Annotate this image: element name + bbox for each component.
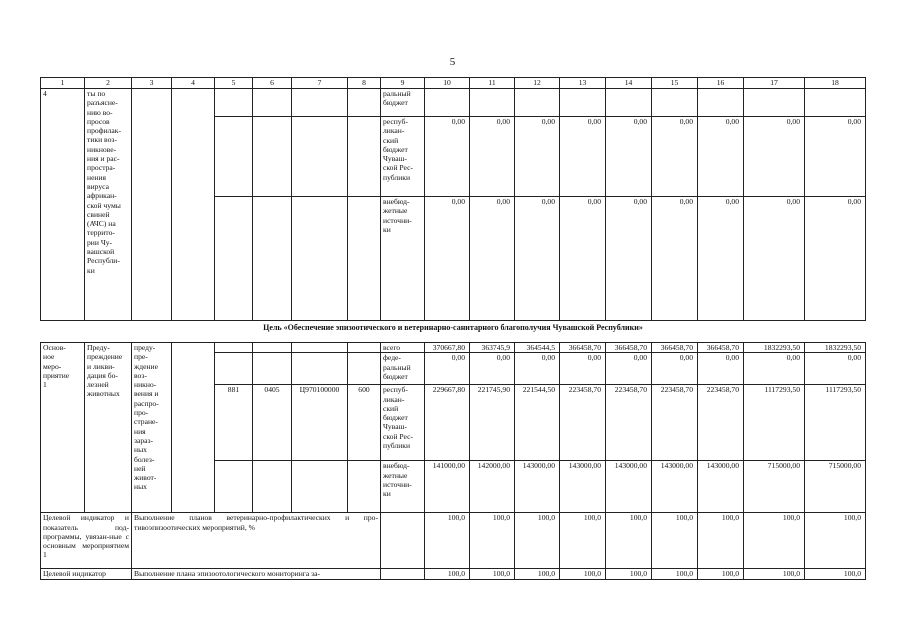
value-cell: 0,00 (470, 117, 515, 197)
value-cell: 1832293,50 (805, 343, 866, 353)
table-row (41, 343, 866, 353)
value-cell: 0,00 (470, 197, 515, 321)
value-cell: 0,00 (805, 197, 866, 321)
goal-row (41, 321, 866, 343)
empty-cell (292, 197, 348, 321)
value-cell: 100,0 (698, 513, 744, 569)
measure-name: ты по разъясне- нию во- просов профилак- тики воз- никнове- ния и рас- простра- нения вируса африкан- ской чумы свиней (АЧС) на террито- рии Чу- вашской Республи- ки (85, 89, 132, 321)
header-cell: 7 (292, 78, 348, 89)
value-cell: 366458,70 (698, 343, 744, 353)
value-cell: 100,0 (805, 569, 866, 579)
value-cell (744, 89, 805, 117)
value-cell: 0,00 (425, 197, 470, 321)
value-cell: 0,00 (652, 353, 698, 385)
value-cell: 100,0 (698, 569, 744, 579)
value-cell: 100,0 (744, 513, 805, 569)
header-cell: 14 (606, 78, 652, 89)
code-cell: 600 (348, 385, 381, 461)
header-cell: 9 (381, 78, 425, 89)
code-cell (292, 353, 348, 385)
code-cell (253, 461, 292, 513)
value-cell: 0,00 (515, 353, 560, 385)
value-cell: 100,0 (652, 513, 698, 569)
value-cell: 143000,00 (515, 461, 560, 513)
funding-source: внебюд- жетные источни- ки (381, 461, 425, 513)
empty-cell (215, 117, 253, 197)
header-cell: 1 (41, 78, 85, 89)
value-cell: 715000,00 (744, 461, 805, 513)
value-cell: 100,0 (560, 513, 606, 569)
funding-source: респуб- ликан- ский бюджет Чуваш- ской Рес- публики (381, 385, 425, 461)
value-cell: 223458,70 (606, 385, 652, 461)
value-cell: 370667,80 (425, 343, 470, 353)
funding-source: всего (381, 343, 425, 353)
empty-cell (172, 343, 215, 513)
code-cell (253, 343, 292, 353)
value-cell: 0,00 (744, 197, 805, 321)
empty-cell (132, 89, 172, 321)
value-cell: 0,00 (470, 353, 515, 385)
code-cell (348, 343, 381, 353)
code-cell: 881 (215, 385, 253, 461)
header-cell: 8 (348, 78, 381, 89)
value-cell: 1832293,50 (744, 343, 805, 353)
empty-cell (215, 197, 253, 321)
funding-source: феде- ральный бюджет (381, 353, 425, 385)
code-cell (292, 461, 348, 513)
header-cell: 13 (560, 78, 606, 89)
value-cell: 0,00 (560, 353, 606, 385)
value-cell: 143000,00 (652, 461, 698, 513)
header-row (41, 78, 866, 89)
indicator-label: Целевой индикатор и показатель под-программы, увязан-ные с основным мероприятием 1 (41, 513, 132, 569)
header-cell: 16 (698, 78, 744, 89)
value-cell: 0,00 (652, 197, 698, 321)
row-number: 4 (41, 89, 85, 321)
value-cell: 223458,70 (698, 385, 744, 461)
empty-cell (381, 513, 425, 569)
funding-source: ральный бюджет (381, 89, 425, 117)
value-cell: 100,0 (560, 569, 606, 579)
empty-cell (292, 117, 348, 197)
header-cell: 11 (470, 78, 515, 89)
empty-cell (253, 89, 292, 117)
value-cell: 0,00 (425, 353, 470, 385)
value-cell: 0,00 (606, 353, 652, 385)
empty-cell (172, 89, 215, 321)
value-cell (652, 89, 698, 117)
empty-cell (253, 197, 292, 321)
code-cell (215, 343, 253, 353)
indicator-row (41, 569, 866, 579)
measure-description: преду- пре- ждение воз- никно- вения и распро- про- стране- ния зараз- ных болез- ней живот- ных (132, 343, 172, 513)
code-cell: 0405 (253, 385, 292, 461)
header-cell: 4 (172, 78, 215, 89)
value-cell: 0,00 (698, 197, 744, 321)
header-cell: 2 (85, 78, 132, 89)
goal-title: Цель «Обеспечение эпизоотического и ветеринарно-санитарного благополучия Чувашской Республики» (41, 321, 866, 343)
value-cell: 1117293,50 (744, 385, 805, 461)
code-cell (215, 461, 253, 513)
code-cell (348, 461, 381, 513)
header-cell: 17 (744, 78, 805, 89)
indicator-label: Целевой индикатор (41, 569, 132, 579)
value-cell: 0,00 (515, 197, 560, 321)
value-cell: 100,0 (606, 569, 652, 579)
empty-cell (348, 89, 381, 117)
code-cell (292, 343, 348, 353)
value-cell: 229667,80 (425, 385, 470, 461)
code-cell (215, 353, 253, 385)
funding-source: респуб- ликан- ский бюджет Чуваш- ской Рес- публики (381, 117, 425, 197)
empty-cell (215, 89, 253, 117)
value-cell: 141000,00 (425, 461, 470, 513)
value-cell: 100,0 (425, 513, 470, 569)
value-cell: 363745,9 (470, 343, 515, 353)
empty-cell (381, 569, 425, 579)
table-row (41, 89, 866, 117)
value-cell (606, 89, 652, 117)
indicator-text: Выполнение плана эпизоотологического мониторинга за- (132, 569, 381, 579)
value-cell: 143000,00 (606, 461, 652, 513)
value-cell: 0,00 (606, 117, 652, 197)
value-cell: 1117293,50 (805, 385, 866, 461)
value-cell: 0,00 (425, 117, 470, 197)
value-cell: 100,0 (606, 513, 652, 569)
value-cell (515, 89, 560, 117)
value-cell: 143000,00 (560, 461, 606, 513)
value-cell: 221745,90 (470, 385, 515, 461)
value-cell: 100,0 (805, 513, 866, 569)
value-cell (470, 89, 515, 117)
value-cell: 0,00 (560, 117, 606, 197)
value-cell: 223458,70 (560, 385, 606, 461)
header-cell: 5 (215, 78, 253, 89)
value-cell: 0,00 (805, 353, 866, 385)
page-number: 5 (449, 56, 456, 68)
measure-name: Преду- преждение и ликви- дация бо- лезней животных (85, 343, 132, 513)
value-cell: 100,0 (470, 569, 515, 579)
value-cell: 223458,70 (652, 385, 698, 461)
indicator-row (41, 513, 866, 569)
value-cell (560, 89, 606, 117)
header-cell: 18 (805, 78, 866, 89)
row-label: Основ- ное меро- приятие 1 (41, 343, 85, 513)
value-cell: 100,0 (515, 569, 560, 579)
value-cell: 0,00 (652, 117, 698, 197)
funding-source: внебюд- жетные источни- ки (381, 197, 425, 321)
value-cell: 221544,50 (515, 385, 560, 461)
value-cell: 0,00 (698, 117, 744, 197)
value-cell: 142000,00 (470, 461, 515, 513)
empty-cell (253, 117, 292, 197)
value-cell: 100,0 (470, 513, 515, 569)
value-cell: 364544,5 (515, 343, 560, 353)
indicator-text: Выполнение планов ветеринарно-профилактических и про-тивоэпизоотических мероприятий, % (132, 513, 381, 569)
value-cell: 366458,70 (606, 343, 652, 353)
code-cell (253, 353, 292, 385)
value-cell: 0,00 (698, 353, 744, 385)
value-cell: 0,00 (515, 117, 560, 197)
value-cell: 0,00 (805, 117, 866, 197)
empty-cell (348, 197, 381, 321)
header-cell: 12 (515, 78, 560, 89)
header-cell: 3 (132, 78, 172, 89)
value-cell: 143000,00 (698, 461, 744, 513)
value-cell (698, 89, 744, 117)
value-cell (805, 89, 866, 117)
value-cell (425, 89, 470, 117)
header-cell: 15 (652, 78, 698, 89)
header-cell: 6 (253, 78, 292, 89)
empty-cell (348, 117, 381, 197)
value-cell: 0,00 (560, 197, 606, 321)
value-cell: 100,0 (744, 569, 805, 579)
code-cell: Ц970100000 (292, 385, 348, 461)
value-cell: 100,0 (652, 569, 698, 579)
value-cell: 0,00 (744, 117, 805, 197)
value-cell: 0,00 (606, 197, 652, 321)
value-cell: 366458,70 (652, 343, 698, 353)
value-cell: 715000,00 (805, 461, 866, 513)
header-cell: 10 (425, 78, 470, 89)
code-cell (348, 353, 381, 385)
value-cell: 366458,70 (560, 343, 606, 353)
value-cell: 0,00 (744, 353, 805, 385)
empty-cell (292, 89, 348, 117)
budget-table (40, 77, 866, 580)
value-cell: 100,0 (515, 513, 560, 569)
value-cell: 100,0 (425, 569, 470, 579)
